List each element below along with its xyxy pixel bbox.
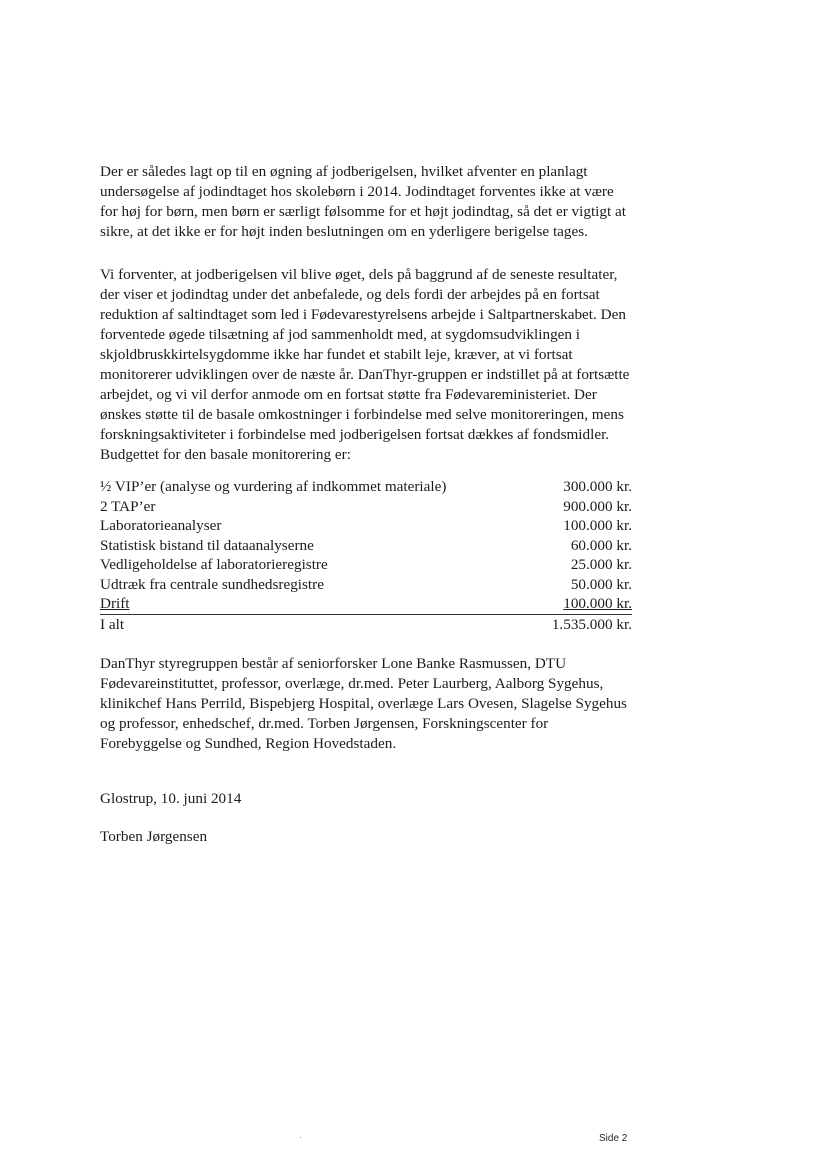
budget-item: Drift (100, 595, 130, 612)
budget-amount: 50.000 kr. (570, 575, 632, 593)
paragraph-styregruppe: DanThyr styregruppen består af seniorforsker Lone Banke Rasmussen, DTU Fødevareinstituttet, professor, overlæge, dr.med. Peter Laurberg, Aalborg Sygehus, klinikchef Hans Perrild, Bispebjerg Hospital, overlæge Lars Ovesen, Slagelse Sygehus og professor, enhedschef, dr.med. Torben Jørgensen, Forskningscenter for Forebyggelse og Sundhed, Region Hovedstaden. (100, 655, 627, 752)
budget-amount: 60.000 kr. (570, 536, 632, 554)
budget-item: 2 TAP’er (100, 497, 156, 515)
budget-amount: 300.000 kr. (563, 478, 632, 495)
budget-amount: 900.000 kr. (563, 497, 632, 515)
signature-name: Torben Jørgensen (100, 828, 208, 845)
budget-total-label: I alt (100, 615, 125, 633)
scan-speck (300, 1137, 301, 1138)
budget-amount: 100.000 kr. (563, 517, 632, 534)
budget-table (100, 477, 632, 634)
budget-row (100, 536, 632, 556)
page-number: Side 2 (599, 1133, 628, 1144)
budget-item: Laboratorieanalyser (100, 517, 222, 534)
budget-row (100, 575, 632, 595)
budget-item: ½ VIP’er (analyse og vurdering af indkommet materiale) (100, 478, 447, 495)
budget-row (100, 497, 632, 517)
paragraph-jodberigelse: Der er således lagt op til en øgning af jodberigelsen, hvilket afventer en planlagt undersøgelse af jodindtaget hos skolebørn i 2014. Jodindtaget forventes ikke at være for høj for børn, men børn er særligt følsomme for et højt jodindtag, så det er vigtigt at sikre, at det ikke er for højt inden beslutningen om en yderligere berigelse tages. (100, 163, 626, 240)
budget-item: Vedligeholdelse af laboratorieregistre (100, 556, 328, 573)
paragraph-monitorering: Vi forventer, at jodberigelsen vil blive øget, dels på baggrund af de seneste resultater, der viser et jodindtag under det anbefalede, og dels fordi der arbejdes på en fortsat reduktion af saltindtaget som led i Fødevarestyrelsens arbejde i Saltpartnerskabet. Den forventede øgede tilsætning af jod sammenholdt med, at sygdomsudviklingen i skjoldbruskkirtelsygdomme ikke har fundet et stabilt leje, kræver, at vi fortsat monitorerer udviklingen over de næste år. DanThyr-gruppen er indstillet på at fortsætte arbejdet, og vi vil derfor anmode om en fortsat støtte fra Fødevareministeriet. Der ønskes støtte til de basale omkostninger i forbindelse med selve monitoreringen, mens forskningsaktiviteter i forbindelse med jodberigelsen fortsat dækkes af fondsmidler. Budgettet for den basale monitorering er: (100, 266, 630, 463)
budget-amount: 100.000 kr. (563, 595, 632, 612)
budget-row-drift (100, 594, 632, 615)
budget-total-amount: 1.535.000 kr. (551, 615, 632, 633)
budget-amount: 25.000 kr. (570, 556, 632, 573)
budget-item: Statistisk bistand til dataanalyserne (100, 536, 314, 554)
budget-total-row (100, 615, 632, 635)
place-date: Glostrup, 10. juni 2014 (100, 790, 242, 807)
budget-row (100, 516, 632, 536)
budget-item: Udtræk fra centrale sundhedsregistre (100, 575, 324, 593)
budget-row (100, 555, 632, 575)
budget-row (100, 477, 632, 497)
